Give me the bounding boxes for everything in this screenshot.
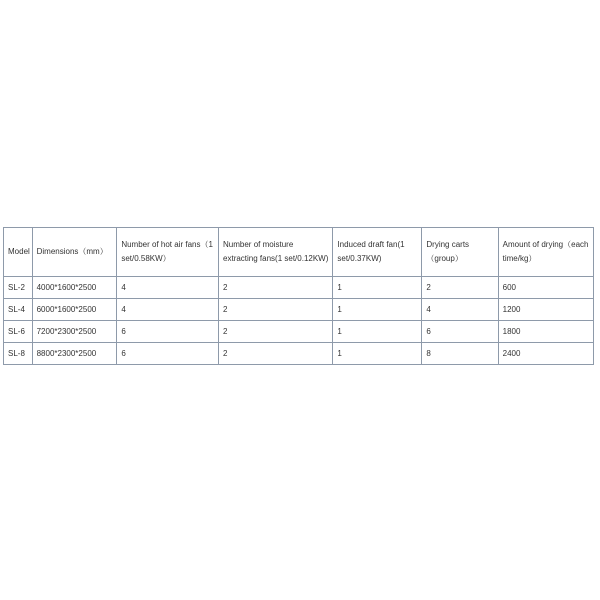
cell-induced-draft-fan: 1 [333, 299, 422, 321]
header-moisture-extracting-fans: Number of moisture extracting fans(1 set/0.12KW) [219, 228, 333, 277]
table-row [4, 277, 594, 299]
table-row [4, 321, 594, 343]
cell-hot-air-fans: 4 [117, 277, 219, 299]
cell-model: SL-2 [4, 277, 33, 299]
cell-hot-air-fans: 4 [117, 299, 219, 321]
table-body [4, 277, 594, 365]
cell-model: SL-6 [4, 321, 33, 343]
table-row [4, 299, 594, 321]
cell-amount-of-drying: 1200 [498, 299, 593, 321]
cell-dimensions: 4000*1600*2500 [32, 277, 117, 299]
header-amount-of-drying: Amount of drying（each time/kg） [498, 228, 593, 277]
cell-moisture-extracting-fans: 2 [219, 343, 333, 365]
cell-drying-carts: 8 [422, 343, 498, 365]
cell-dimensions: 6000*1600*2500 [32, 299, 117, 321]
header-hot-air-fans: Number of hot air fans（1 set/0.58KW） [117, 228, 219, 277]
cell-drying-carts: 6 [422, 321, 498, 343]
cell-moisture-extracting-fans: 2 [219, 277, 333, 299]
cell-model: SL-4 [4, 299, 33, 321]
cell-dimensions: 8800*2300*2500 [32, 343, 117, 365]
cell-induced-draft-fan: 1 [333, 277, 422, 299]
table-row [4, 343, 594, 365]
header-model: Model [4, 228, 33, 277]
cell-drying-carts: 4 [422, 299, 498, 321]
cell-hot-air-fans: 6 [117, 343, 219, 365]
header-row [4, 228, 594, 277]
cell-amount-of-drying: 2400 [498, 343, 593, 365]
cell-moisture-extracting-fans: 2 [219, 299, 333, 321]
cell-moisture-extracting-fans: 2 [219, 321, 333, 343]
cell-model: SL-8 [4, 343, 33, 365]
cell-dimensions: 7200*2300*2500 [32, 321, 117, 343]
header-dimensions: Dimensions（mm） [32, 228, 117, 277]
specification-table [3, 227, 594, 365]
cell-drying-carts: 2 [422, 277, 498, 299]
header-drying-carts: Drying carts（group） [422, 228, 498, 277]
cell-induced-draft-fan: 1 [333, 343, 422, 365]
cell-amount-of-drying: 600 [498, 277, 593, 299]
cell-induced-draft-fan: 1 [333, 321, 422, 343]
header-induced-draft-fan: Induced draft fan(1 set/0.37KW) [333, 228, 422, 277]
cell-hot-air-fans: 6 [117, 321, 219, 343]
table-header [4, 228, 594, 277]
cell-amount-of-drying: 1800 [498, 321, 593, 343]
